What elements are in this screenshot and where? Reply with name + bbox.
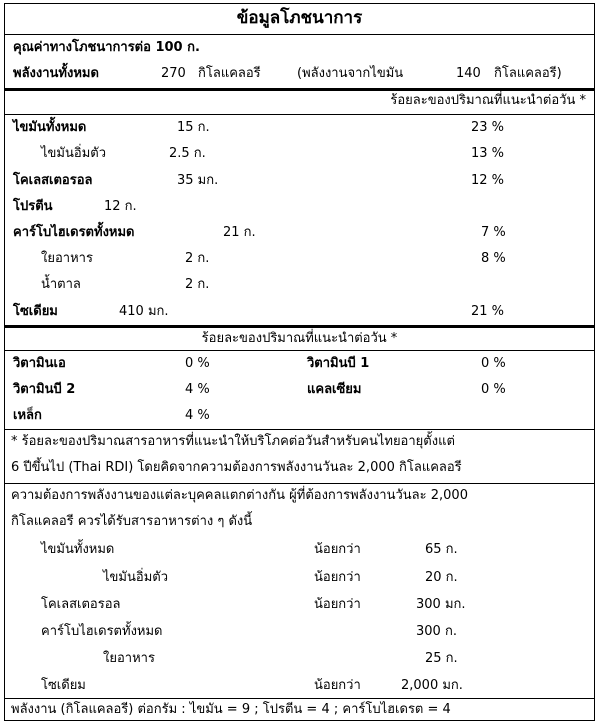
req-total-carb-name: คาร์โบไฮเดรตทั้งหมด bbox=[41, 624, 163, 639]
requirements-intro-2: กิโลแคลอรี ควรได้รับสารอาหารต่าง ๆ ดังนี้ bbox=[11, 514, 253, 529]
nutrient-sugar-name: น้ำตาล bbox=[41, 277, 81, 292]
req-sodium-name: โซเดียม bbox=[41, 678, 86, 693]
req-total-fat-value: 65 ก. bbox=[425, 542, 458, 557]
req-fiber-value: 25 ก. bbox=[425, 651, 458, 666]
label-title: ข้อมูลโภชนาการ bbox=[236, 8, 363, 28]
req-saturated-fat-value: 20 ก. bbox=[425, 570, 458, 585]
vitamin-b2-name: วิตามินบี 2 bbox=[13, 382, 76, 397]
divider bbox=[5, 698, 594, 699]
iron-name: เหล็ก bbox=[13, 408, 42, 423]
req-sodium-value: 2,000 มก. bbox=[401, 678, 463, 693]
energy-from-fat-unit: กิโลแคลอรี) bbox=[494, 66, 562, 81]
footnote-line-1: * ร้อยละของปริมาณสารอาหารที่แนะนำให้บริโภคต่อวันสำหรับคนไทยอายุตั้งแต่ bbox=[11, 434, 455, 449]
req-cholesterol-name: โคเลสเตอรอล bbox=[41, 597, 121, 612]
vitamin-header: ร้อยละของปริมาณที่แนะนำต่อวัน * bbox=[201, 331, 398, 346]
nutrient-protein-name: โปรตีน bbox=[13, 199, 53, 214]
nutrient-fiber-percent: 8 % bbox=[481, 251, 506, 266]
nutrient-protein-amount: 12 ก. bbox=[104, 199, 137, 214]
nutrient-saturated-fat-name: ไขมันอิ่มตัว bbox=[41, 146, 106, 161]
nutrient-total-carb-name: คาร์โบไฮเดรตทั้งหมด bbox=[13, 225, 135, 240]
nutrient-sodium-amount: 410 มก. bbox=[119, 304, 169, 319]
nutrient-cholesterol-percent: 12 % bbox=[471, 173, 505, 188]
nutrient-total-fat-name: ไขมันทั้งหมด bbox=[13, 120, 87, 135]
req-total-carb-value: 300 ก. bbox=[416, 624, 457, 639]
nutrient-cholesterol-name: โคเลสเตอรอล bbox=[13, 173, 93, 188]
divider bbox=[5, 483, 594, 484]
nutrient-sodium-name: โซเดียม bbox=[13, 304, 58, 319]
nutrient-total-fat-percent: 23 % bbox=[471, 120, 505, 135]
per-serving-text: คุณค่าทางโภชนาการต่อ 100 ก. bbox=[13, 40, 200, 55]
daily-value-header: ร้อยละของปริมาณที่แนะนำต่อวัน * bbox=[390, 93, 586, 108]
iron-value: 4 % bbox=[185, 408, 210, 423]
nutrient-total-fat-amount: 15 ก. bbox=[177, 120, 210, 135]
nutrient-total-carb-percent: 7 % bbox=[481, 225, 506, 240]
req-fiber-name: ใยอาหาร bbox=[103, 651, 155, 666]
vitamin-b1-name: วิตามินบี 1 bbox=[307, 356, 370, 371]
nutrient-cholesterol-amount: 35 มก. bbox=[177, 173, 219, 188]
nutrient-saturated-fat-percent: 13 % bbox=[471, 146, 505, 161]
energy-value: 270 bbox=[161, 66, 186, 81]
divider bbox=[5, 325, 594, 328]
vitamin-b1-value: 0 % bbox=[481, 356, 506, 371]
nutrient-saturated-fat-amount: 2.5 ก. bbox=[169, 146, 206, 161]
energy-label: พลังงานทั้งหมด bbox=[13, 66, 99, 81]
energy-unit: กิโลแคลอรี bbox=[198, 66, 261, 81]
req-saturated-fat-name: ไขมันอิ่มตัว bbox=[103, 570, 168, 585]
vitamin-a-name: วิตามินเอ bbox=[13, 356, 66, 371]
energy-from-fat-value: 140 bbox=[456, 66, 481, 81]
req-cholesterol-value: 300 มก. bbox=[416, 597, 466, 612]
requirements-intro-1: ความต้องการพลังงานของแต่ละบุคคลแตกต่างกัน ผู้ที่ต้องการพลังงานวันละ 2,000 bbox=[11, 488, 468, 503]
nutrient-fiber-name: ใยอาหาร bbox=[41, 251, 93, 266]
energy-from-fat-label: (พลังงานจากไขมัน bbox=[297, 66, 404, 81]
nutrient-sodium-percent: 21 % bbox=[471, 304, 505, 319]
divider bbox=[5, 114, 594, 115]
req-saturated-fat-qualifier: น้อยกว่า bbox=[314, 570, 361, 585]
req-total-fat-name: ไขมันทั้งหมด bbox=[41, 542, 115, 557]
divider bbox=[5, 350, 594, 351]
req-sodium-qualifier: น้อยกว่า bbox=[314, 678, 361, 693]
nutrient-total-carb-amount: 21 ก. bbox=[223, 225, 256, 240]
divider bbox=[5, 429, 594, 430]
vitamin-b2-value: 4 % bbox=[185, 382, 210, 397]
energy-per-gram: พลังงาน (กิโลแคลอรี) ต่อกรัม : ไขมัน = 9 ; โปรตีน = 4 ; คาร์โบไฮเดรต = 4 bbox=[11, 702, 451, 717]
footnote-line-2: 6 ปีขึ้นไป (Thai RDI) โดยคิดจากความต้องการพลังงานวันละ 2,000 กิโลแคลอรี bbox=[11, 460, 462, 475]
nutrient-sugar-amount: 2 ก. bbox=[185, 277, 210, 292]
req-cholesterol-qualifier: น้อยกว่า bbox=[314, 597, 361, 612]
calcium-value: 0 % bbox=[481, 382, 506, 397]
calcium-name: แคลเซียม bbox=[307, 382, 362, 397]
req-total-fat-qualifier: น้อยกว่า bbox=[314, 542, 361, 557]
divider bbox=[5, 34, 594, 35]
nutrition-label bbox=[4, 3, 595, 721]
divider bbox=[5, 88, 594, 91]
nutrient-fiber-amount: 2 ก. bbox=[185, 251, 210, 266]
vitamin-a-value: 0 % bbox=[185, 356, 210, 371]
